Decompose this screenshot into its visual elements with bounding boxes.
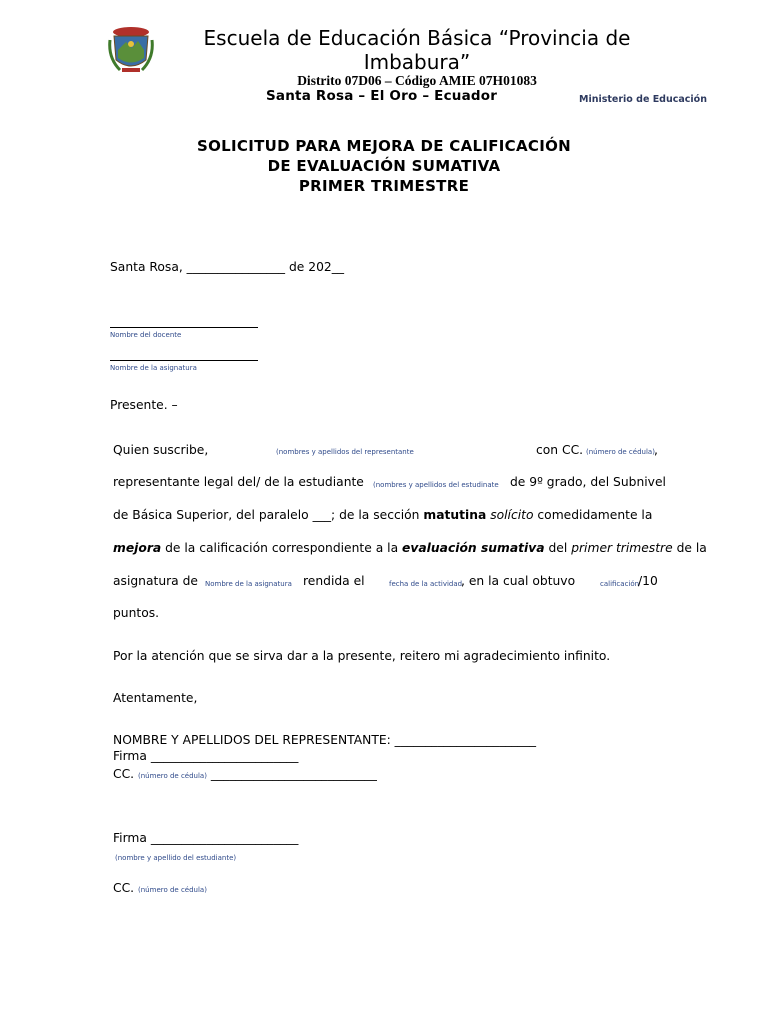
student-id-line — [113, 881, 207, 895]
body-text-italic: solícito — [490, 508, 534, 522]
teacher-name-rule — [110, 327, 258, 328]
school-seal-logo — [108, 24, 154, 76]
body-text: de 9º grado, del Subnivel — [510, 475, 666, 489]
placeholder-activity-date: fecha de la actividad — [389, 580, 463, 588]
student-name-caption: (nombre y apellido del estudiante) — [115, 854, 237, 862]
school-name: Escuela de Educación Básica “Provincia de Imbabura” — [203, 26, 631, 74]
placeholder-id-number: (número de cédula) — [586, 448, 655, 456]
location: Santa Rosa – El Oro – Ecuador — [266, 88, 498, 104]
presente: Presente. – — [110, 398, 178, 412]
representative-id-line — [113, 767, 377, 781]
cc-caption: (número de cédula) — [138, 886, 207, 894]
body-text-part: comedidamente la — [537, 508, 653, 522]
body-text: puntos. — [113, 606, 160, 620]
document-title — [110, 136, 658, 196]
cc-label: CC. — [113, 881, 135, 895]
body-text: /10 — [638, 574, 658, 588]
body-text-part: del — [548, 541, 568, 555]
subject-caption: Nombre de la asignatura — [110, 364, 197, 372]
thanks-paragraph: Por la atención que se sirva dar a la presente, reitero mi agradecimiento infinito. — [113, 649, 611, 663]
district-code: Distrito 07D06 – Código AMIE 07H01083 — [297, 73, 537, 88]
placeholder-representative-name: (nombres y apellidos del representante — [276, 448, 414, 456]
body-text-bold-italic: evaluación sumativa — [402, 541, 545, 555]
representative-name-line: NOMBRE Y APELLIDOS DEL REPRESENTANTE: _______________________ — [113, 733, 537, 747]
body-text-part: de la calificación correspondiente a la — [165, 541, 399, 555]
body-text-bold: matutina — [423, 508, 487, 522]
body-text: rendida el — [303, 574, 365, 588]
student-signature-line: Firma ________________________ — [113, 831, 299, 845]
body-text-italic: primer trimestre — [571, 541, 673, 555]
body-text: con CC. — [536, 443, 584, 457]
placeholder-grade: calificación — [600, 580, 640, 588]
body-text: representante legal del/ de la estudiante — [113, 475, 364, 489]
cc-rule: ___________________________ — [210, 767, 377, 781]
body-text: , — [654, 443, 658, 457]
placeholder-student-name: (nombres y apellidos del estudinate — [373, 481, 499, 489]
ministry-logo-text: Ministerio de Educación — [579, 94, 707, 105]
subject-name-rule — [110, 360, 258, 361]
cc-label: CC. — [113, 767, 135, 781]
body-text-part: de Básica Superior, del paralelo ___; de la sección — [113, 508, 420, 522]
body-text — [113, 541, 707, 555]
body-text: , en la cual obtuvo — [461, 574, 576, 588]
date-line: Santa Rosa, ________________ de 202__ — [110, 260, 345, 274]
title-line-2: DE EVALUACIÓN SUMATIVA — [267, 157, 501, 175]
body-text: asignatura de — [113, 574, 198, 588]
body-text: Quien suscribe, — [113, 443, 209, 457]
body-text-bold-italic: mejora — [113, 541, 162, 555]
closing: Atentamente, — [113, 691, 198, 705]
body-text-part: de la — [676, 541, 707, 555]
teacher-caption: Nombre del docente — [110, 331, 182, 339]
placeholder-subject-name: Nombre de la asignatura — [205, 580, 292, 588]
body-text — [113, 508, 652, 522]
cc-caption: (número de cédula) — [138, 772, 207, 780]
representative-signature-line: Firma ________________________ — [113, 749, 299, 763]
title-line-1: SOLICITUD PARA MEJORA DE CALIFICACIÓN — [197, 137, 571, 155]
title-line-3: PRIMER TRIMESTRE — [298, 177, 470, 195]
